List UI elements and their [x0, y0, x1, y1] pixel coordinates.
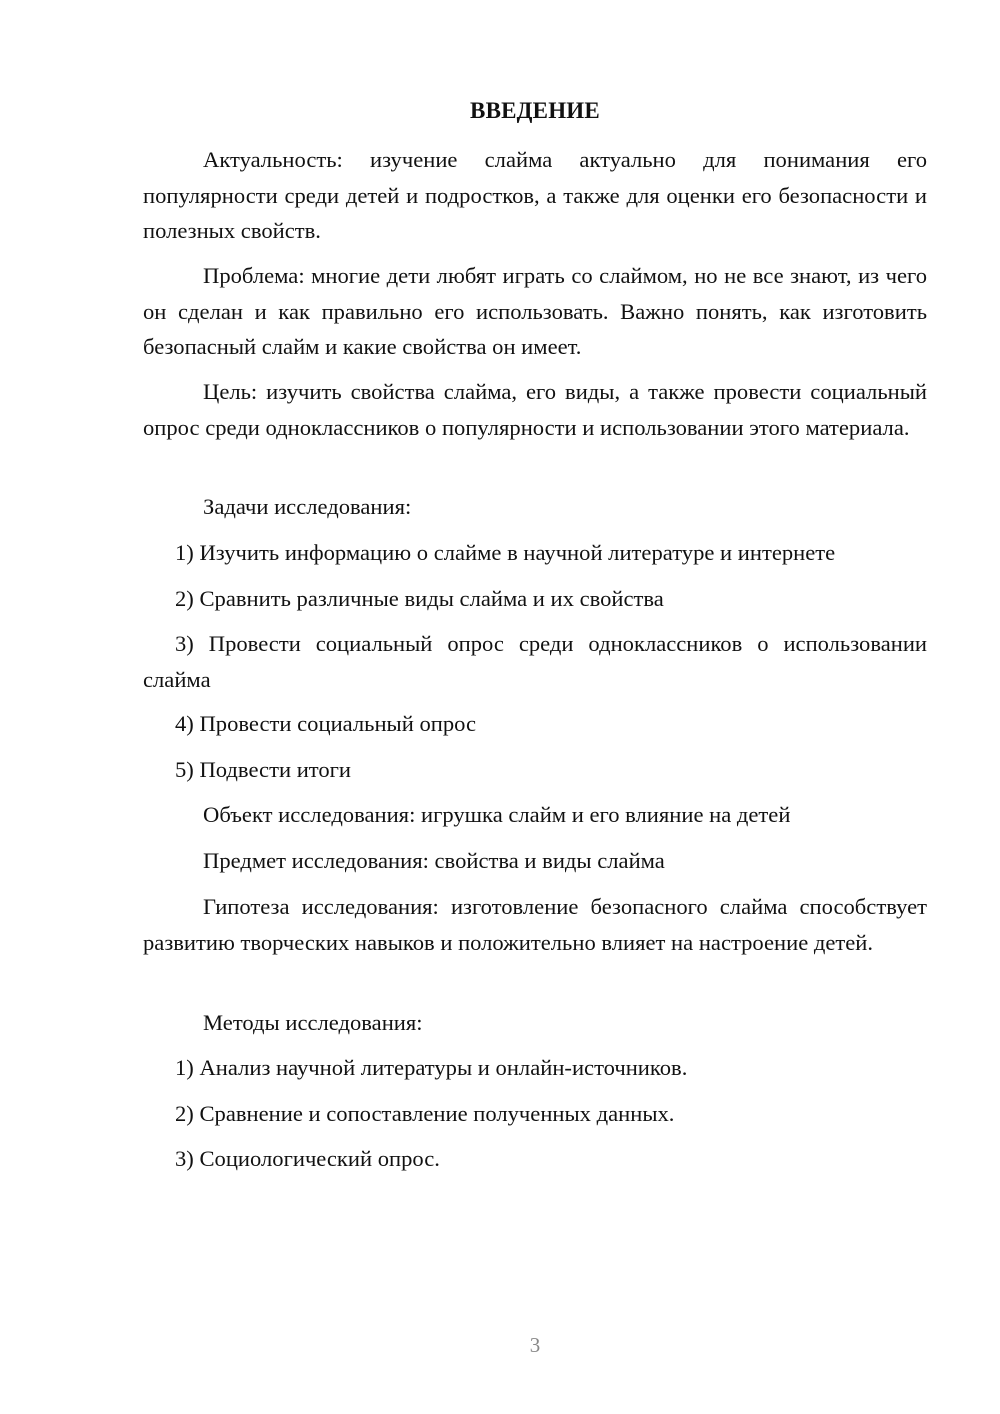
- paragraph-problem: Проблема: многие дети любят играть со слаймом, но не все знают, из чего он сделан и как правильно его использовать. Важно понять, как изготовить безопасный слайм и какие свойства он имеет.: [143, 263, 927, 359]
- method-item-3: 3) Социологический опрос.: [175, 1146, 440, 1171]
- task-item-2: 2) Сравнить различные виды слайма и их свойства: [175, 586, 664, 611]
- paragraph-relevance: Актуальность: изучение слайма актуально для понимания его популярности среди детей и подростков, а также для оценки его безопасности и полезных свойств.: [143, 147, 927, 243]
- research-hypothesis: Гипотеза исследования: изготовление безопасного слайма способствует развитию творческих навыков и положительно влияет на настроение детей.: [143, 894, 927, 955]
- section-title: ВВЕДЕНИЕ: [470, 98, 600, 123]
- task-item-4: 4) Провести социальный опрос: [175, 711, 477, 736]
- method-item-1: 1) Анализ научной литературы и онлайн-источников.: [175, 1055, 688, 1080]
- task-item-5: 5) Подвести итоги: [175, 757, 352, 782]
- research-object: Объект исследования: игрушка слайм и его влияние на детей: [203, 802, 791, 827]
- research-subject: Предмет исследования: свойства и виды слайма: [203, 848, 665, 873]
- methods-heading: Методы исследования:: [203, 1010, 423, 1035]
- task-item-1: 1) Изучить информацию о слайме в научной литературе и интернете: [175, 540, 836, 565]
- paragraph-goal: Цель: изучить свойства слайма, его виды, а также провести социальный опрос среди одноклассников о популярности и использовании этого материала.: [143, 379, 927, 440]
- method-item-2: 2) Сравнение и сопоставление полученных данных.: [175, 1101, 675, 1126]
- page-number: 3: [529, 1333, 541, 1357]
- task-item-3: 3) Провести социальный опрос среди одноклассников о использовании слайма: [143, 631, 927, 692]
- tasks-heading: Задачи исследования:: [203, 494, 412, 519]
